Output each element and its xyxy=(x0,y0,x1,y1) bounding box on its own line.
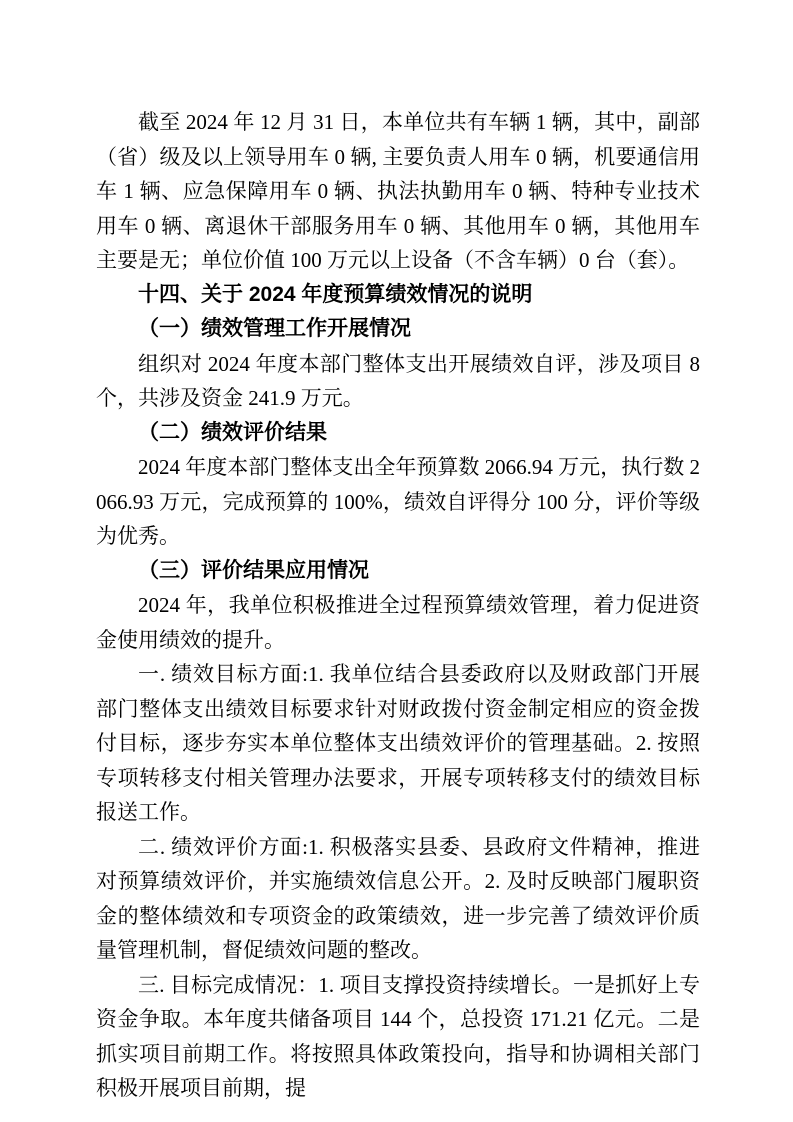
paragraph-self-evaluation-scope: 组织对 2024 年度本部门整体支出开展绩效自评，涉及项目 8 个，共涉及资金 241.9 万元。 xyxy=(96,351,700,410)
subsection-heading-3-result-application: （三）评价结果应用情况 xyxy=(138,558,369,582)
subsection-heading-2-evaluation-results: （二）绩效评价结果 xyxy=(138,420,327,444)
paragraph-goal-completion: 三. 目标完成情况：1. 项目支撑投资持续增长。一是抓好上专资金争取。本年度共储备项目 144 个，总投资 171.21 亿元。二是抓实项目前期工作。将按照具体政策投向，指导和协调相关部门积极开展项目前期，提 xyxy=(96,972,700,1100)
subsection-heading-1-performance-management: （一）绩效管理工作开展情况 xyxy=(138,317,411,340)
paragraph-performance-goals: 一. 绩效目标方面:1. 我单位结合县委政府以及财政部门开展部门整体支出绩效目标要求针对财政拨付资金制定相应的资金拨付目标，逐步夯实本单位整体支出绩效评价的管理基础。2. 按照专项转移支付相关管理办法要求，开展专项转移支付的绩效目标报送工作。 xyxy=(96,662,700,824)
section-heading-14-budget-performance: 十四、关于 2024 年度预算绩效情况的说明 xyxy=(138,282,533,306)
paragraph-vehicle-assets: 截至 2024 年 12 月 31 日，本单位共有车辆 1 辆，其中，副部（省）级及以上领导用车 0 辆, 主要负责人用车 0 辆，机要通信用车 1 辆、应急保障用车 0 辆、执法执勤用车 0 辆、特种专业技术用车 0 辆、离退休干部服务用车 0 辆、其他用车 0 辆，其他用车主要是无；单位价值 100 万元以上设备（不含车辆）0 台（套）。 xyxy=(96,110,700,272)
paragraph-performance-evaluation: 二. 绩效评价方面:1. 积极落实县委、县政府文件精神，推进对预算绩效评价，并实施绩效信息公开。2. 及时反映部门履职资金的整体绩效和专项资金的政策绩效，进一步完善了绩效评价质量管理机制，督促绩效问题的整改。 xyxy=(96,834,700,962)
paragraph-budget-execution-results: 2024 年度本部门整体支出全年预算数 2066.94 万元，执行数 2066.93 万元，完成预算的 100%，绩效自评得分 100 分，评价等级为优秀。 xyxy=(96,455,700,548)
paragraph-performance-management-overview: 2024 年，我单位积极推进全过程预算绩效管理，着力促进资金使用绩效的提升。 xyxy=(96,593,700,652)
document-body xyxy=(96,105,700,1106)
